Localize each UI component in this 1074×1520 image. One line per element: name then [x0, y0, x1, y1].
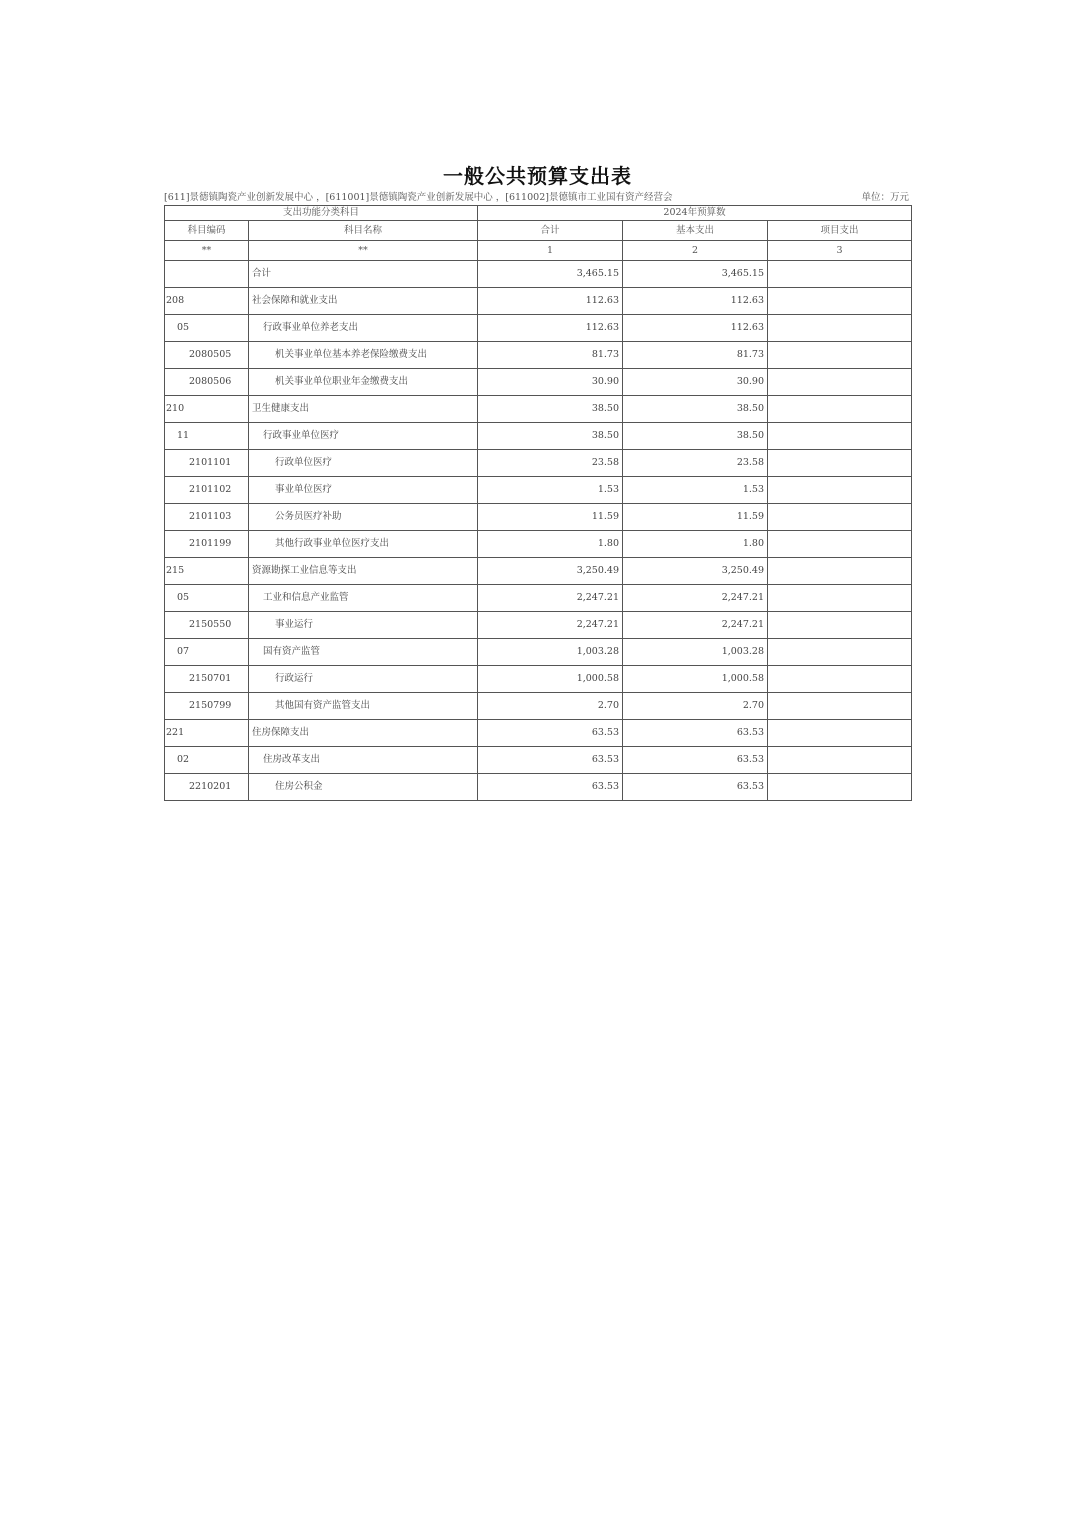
cell-total: 3,250.49	[478, 558, 623, 585]
cell-project	[768, 774, 912, 801]
cell-name: 资源勘探工业信息等支出	[249, 558, 478, 585]
cell-code: 2150799	[165, 693, 249, 720]
cell-name: 住房公积金	[249, 774, 478, 801]
table-row	[165, 450, 912, 477]
cell-name: 行政运行	[249, 666, 478, 693]
cell-project	[768, 639, 912, 666]
table-row	[165, 747, 912, 774]
cell-basic: 3,250.49	[623, 558, 768, 585]
cell-basic: 63.53	[623, 720, 768, 747]
cell-basic: 23.58	[623, 450, 768, 477]
table-row	[165, 639, 912, 666]
cell-project	[768, 261, 912, 288]
column-index-code: **	[165, 241, 249, 261]
budget-table	[164, 205, 912, 801]
table-row	[165, 774, 912, 801]
column-header-name: 科目名称	[249, 221, 478, 241]
cell-name: 公务员医疗补助	[249, 504, 478, 531]
cell-code: 2080506	[165, 369, 249, 396]
cell-name: 事业单位医疗	[249, 477, 478, 504]
cell-code: 2150701	[165, 666, 249, 693]
cell-project	[768, 288, 912, 315]
table-row	[165, 585, 912, 612]
table-body	[165, 261, 912, 801]
document-subheader	[164, 189, 911, 205]
cell-basic: 112.63	[623, 288, 768, 315]
cell-code: 221	[165, 720, 249, 747]
cell-basic: 1,000.58	[623, 666, 768, 693]
cell-basic: 1,003.28	[623, 639, 768, 666]
cell-basic: 3,465.15	[623, 261, 768, 288]
cell-basic: 11.59	[623, 504, 768, 531]
cell-total: 11.59	[478, 504, 623, 531]
cell-project	[768, 612, 912, 639]
cell-basic: 112.63	[623, 315, 768, 342]
cell-project	[768, 504, 912, 531]
cell-code: 215	[165, 558, 249, 585]
cell-project	[768, 693, 912, 720]
cell-project	[768, 342, 912, 369]
cell-code: 2101102	[165, 477, 249, 504]
table-row	[165, 342, 912, 369]
table-row	[165, 477, 912, 504]
cell-basic: 81.73	[623, 342, 768, 369]
cell-project	[768, 369, 912, 396]
cell-basic: 2,247.21	[623, 585, 768, 612]
cell-basic: 38.50	[623, 396, 768, 423]
cell-code: 2101101	[165, 450, 249, 477]
cell-code: 2101103	[165, 504, 249, 531]
table-row	[165, 504, 912, 531]
cell-total: 112.63	[478, 315, 623, 342]
cell-total: 23.58	[478, 450, 623, 477]
cell-name: 行政单位医疗	[249, 450, 478, 477]
column-header-basic: 基本支出	[623, 221, 768, 241]
cell-project	[768, 450, 912, 477]
cell-code: 07	[165, 639, 249, 666]
cell-code: 02	[165, 747, 249, 774]
table-row	[165, 396, 912, 423]
table-row	[165, 288, 912, 315]
cell-code: 2080505	[165, 342, 249, 369]
cell-name: 事业运行	[249, 612, 478, 639]
table-row	[165, 693, 912, 720]
cell-total: 1.80	[478, 531, 623, 558]
cell-code: 2150550	[165, 612, 249, 639]
cell-name: 合计	[249, 261, 478, 288]
cell-total: 30.90	[478, 369, 623, 396]
cell-total: 2,247.21	[478, 585, 623, 612]
column-header-project: 项目支出	[768, 221, 912, 241]
cell-name: 国有资产监管	[249, 639, 478, 666]
group-header-row	[165, 206, 912, 221]
document-title: 一般公共预算支出表	[443, 164, 632, 188]
column-index-basic: 2	[623, 241, 768, 261]
cell-project	[768, 477, 912, 504]
group-header-function-class: 支出功能分类科目	[165, 206, 478, 221]
cell-name: 机关事业单位职业年金缴费支出	[249, 369, 478, 396]
cell-code: 05	[165, 315, 249, 342]
cell-total: 63.53	[478, 720, 623, 747]
cell-code: 2101199	[165, 531, 249, 558]
unit-label: 单位：万元	[861, 192, 909, 203]
cell-name: 住房保障支出	[249, 720, 478, 747]
cell-name: 卫生健康支出	[249, 396, 478, 423]
cell-project	[768, 315, 912, 342]
cell-code: 210	[165, 396, 249, 423]
cell-name: 机关事业单位基本养老保险缴费支出	[249, 342, 478, 369]
cell-code: 05	[165, 585, 249, 612]
cell-total: 63.53	[478, 747, 623, 774]
cell-code: 2210201	[165, 774, 249, 801]
column-index-name: **	[249, 241, 478, 261]
column-index-row	[165, 241, 912, 261]
cell-basic: 30.90	[623, 369, 768, 396]
cell-project	[768, 396, 912, 423]
table-row	[165, 369, 912, 396]
cell-name: 行政事业单位养老支出	[249, 315, 478, 342]
cell-basic: 1.80	[623, 531, 768, 558]
column-index-total: 1	[478, 241, 623, 261]
cell-code	[165, 261, 249, 288]
cell-total: 81.73	[478, 342, 623, 369]
cell-total: 3,465.15	[478, 261, 623, 288]
column-header-row	[165, 221, 912, 241]
cell-total: 1.53	[478, 477, 623, 504]
cell-basic: 2.70	[623, 693, 768, 720]
column-header-total: 合计	[478, 221, 623, 241]
cell-total: 38.50	[478, 396, 623, 423]
cell-total: 112.63	[478, 288, 623, 315]
table-row	[165, 531, 912, 558]
organization-list: [611]景德镇陶瓷产业创新发展中心 ，[611001]景德镇陶瓷产业创新发展中心 ，[611002]景德镇市工业国有资产经营会	[164, 192, 673, 203]
cell-project	[768, 423, 912, 450]
cell-project	[768, 531, 912, 558]
table-row	[165, 261, 912, 288]
cell-basic: 63.53	[623, 774, 768, 801]
cell-total: 63.53	[478, 774, 623, 801]
cell-project	[768, 747, 912, 774]
cell-total: 38.50	[478, 423, 623, 450]
cell-name: 其他国有资产监管支出	[249, 693, 478, 720]
cell-project	[768, 666, 912, 693]
group-header-budget-year: 2024年预算数	[478, 206, 912, 221]
cell-name: 行政事业单位医疗	[249, 423, 478, 450]
cell-name: 社会保障和就业支出	[249, 288, 478, 315]
cell-total: 1,000.58	[478, 666, 623, 693]
cell-code: 11	[165, 423, 249, 450]
cell-project	[768, 720, 912, 747]
table-row	[165, 666, 912, 693]
cell-basic: 2,247.21	[623, 612, 768, 639]
table-row	[165, 612, 912, 639]
table-row	[165, 423, 912, 450]
cell-total: 2.70	[478, 693, 623, 720]
table-row	[165, 720, 912, 747]
cell-project	[768, 558, 912, 585]
cell-name: 工业和信息产业监管	[249, 585, 478, 612]
cell-basic: 1.53	[623, 477, 768, 504]
cell-project	[768, 585, 912, 612]
cell-total: 1,003.28	[478, 639, 623, 666]
cell-basic: 63.53	[623, 747, 768, 774]
column-header-code: 科目编码	[165, 221, 249, 241]
cell-name: 其他行政事业单位医疗支出	[249, 531, 478, 558]
cell-basic: 38.50	[623, 423, 768, 450]
column-index-project: 3	[768, 241, 912, 261]
table-row	[165, 315, 912, 342]
cell-total: 2,247.21	[478, 612, 623, 639]
cell-name: 住房改革支出	[249, 747, 478, 774]
cell-code: 208	[165, 288, 249, 315]
table-row	[165, 558, 912, 585]
